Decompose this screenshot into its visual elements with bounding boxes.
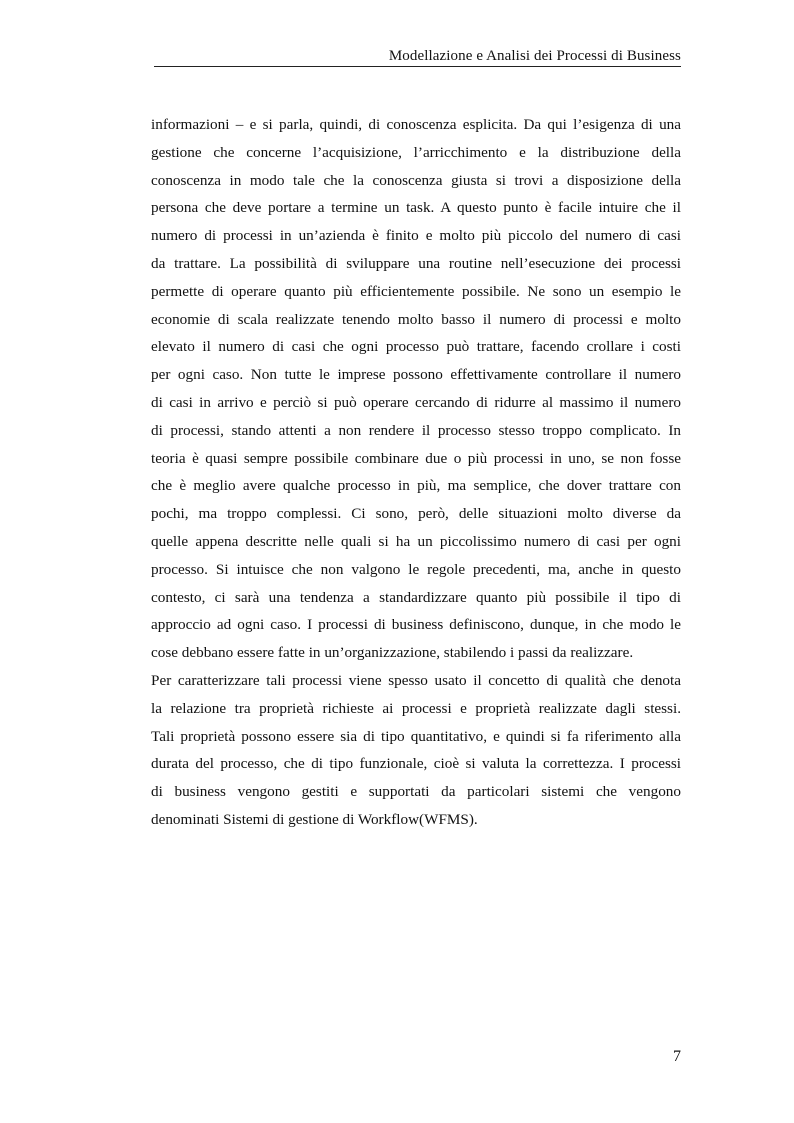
running-header [154, 46, 681, 67]
text-line: persona che deve portare a termine un task. A questo punto è facile intuire che il [151, 199, 681, 217]
header-title: Modellazione e Analisi dei Processi di Business [388, 48, 681, 64]
text-line: che è meglio avere qualche processo in più, ma semplice, che dover trattare con [151, 477, 681, 495]
text-line: di processi, stando attenti a non rendere il processo stesso troppo complicato. In [151, 421, 681, 439]
text-line: approccio ad ogni caso. I processi di business definiscono, dunque, in che modo le [151, 616, 681, 634]
text-line: di business vengono gestiti e supportati da particolari sistemi che vengono [151, 783, 681, 801]
text-line: contesto, ci sarà una tendenza a standardizzare quanto più possibile il tipo di [151, 588, 681, 606]
text-line: quelle appena descritte nelle quali si ha un piccolissimo numero di casi per ogni [151, 532, 681, 550]
body-text [151, 111, 681, 834]
text-line: numero di processi in un’azienda è finito e molto più piccolo del numero di casi [151, 227, 681, 245]
text-line: gestione che concerne l’acquisizione, l’arricchimento e la distribuzione della [151, 143, 681, 161]
text-line: informazioni – e si parla, quindi, di conoscenza esplicita. Da qui l’esigenza di una [151, 116, 681, 133]
text-line: processo. Si intuisce che non valgono le regole precedenti, ma, anche in questo [151, 560, 681, 578]
text-line: di casi in arrivo e perciò si può operare cercando di ridurre al massimo il numero [151, 393, 681, 411]
page-number: 7 [673, 1048, 681, 1065]
text-line: economie di scala realizzate tenendo molto basso il numero di processi e molto [151, 310, 681, 328]
paragraph-1 [151, 111, 681, 667]
text-line: Per caratterizzare tali processi viene spesso usato il concetto di qualità che denota [151, 671, 681, 689]
text-line: teoria è quasi sempre possibile combinare due o più processi in uno, se non fosse [151, 449, 681, 467]
text-line: la relazione tra proprietà richieste ai processi e proprietà realizzate dagli stessi. [151, 699, 681, 717]
text-line: cose debbano essere fatte in un’organizzazione, stabilendo i passi da realizzare. [151, 644, 634, 662]
text-line: permette di operare quanto più efficientemente possibile. Ne sono un esempio le [151, 282, 681, 300]
text-line: conoscenza in modo tale che la conoscenza giusta si trovi a disposizione della [151, 171, 681, 189]
text-line: elevato il numero di casi che ogni processo può trattare, facendo crollare i costi [151, 338, 681, 356]
paragraph-2 [151, 667, 681, 834]
text-line: durata del processo, che di tipo funzionale, cioè si valuta la correttezza. I processi [151, 755, 681, 773]
text-line: da trattare. La possibilità di sviluppare una routine nell’esecuzione dei processi [151, 254, 681, 272]
text-line: pochi, ma troppo complessi. Ci sono, però, delle situazioni molto diverse da [151, 505, 681, 523]
text-line: Tali proprietà possono essere sia di tipo quantitativo, e quindi si fa riferimento alla [151, 727, 681, 745]
text-line: denominati Sistemi di gestione di Workflow(WFMS). [151, 810, 478, 828]
text-line: per ogni caso. Non tutte le imprese possono effettivamente controllare il numero [151, 366, 681, 384]
